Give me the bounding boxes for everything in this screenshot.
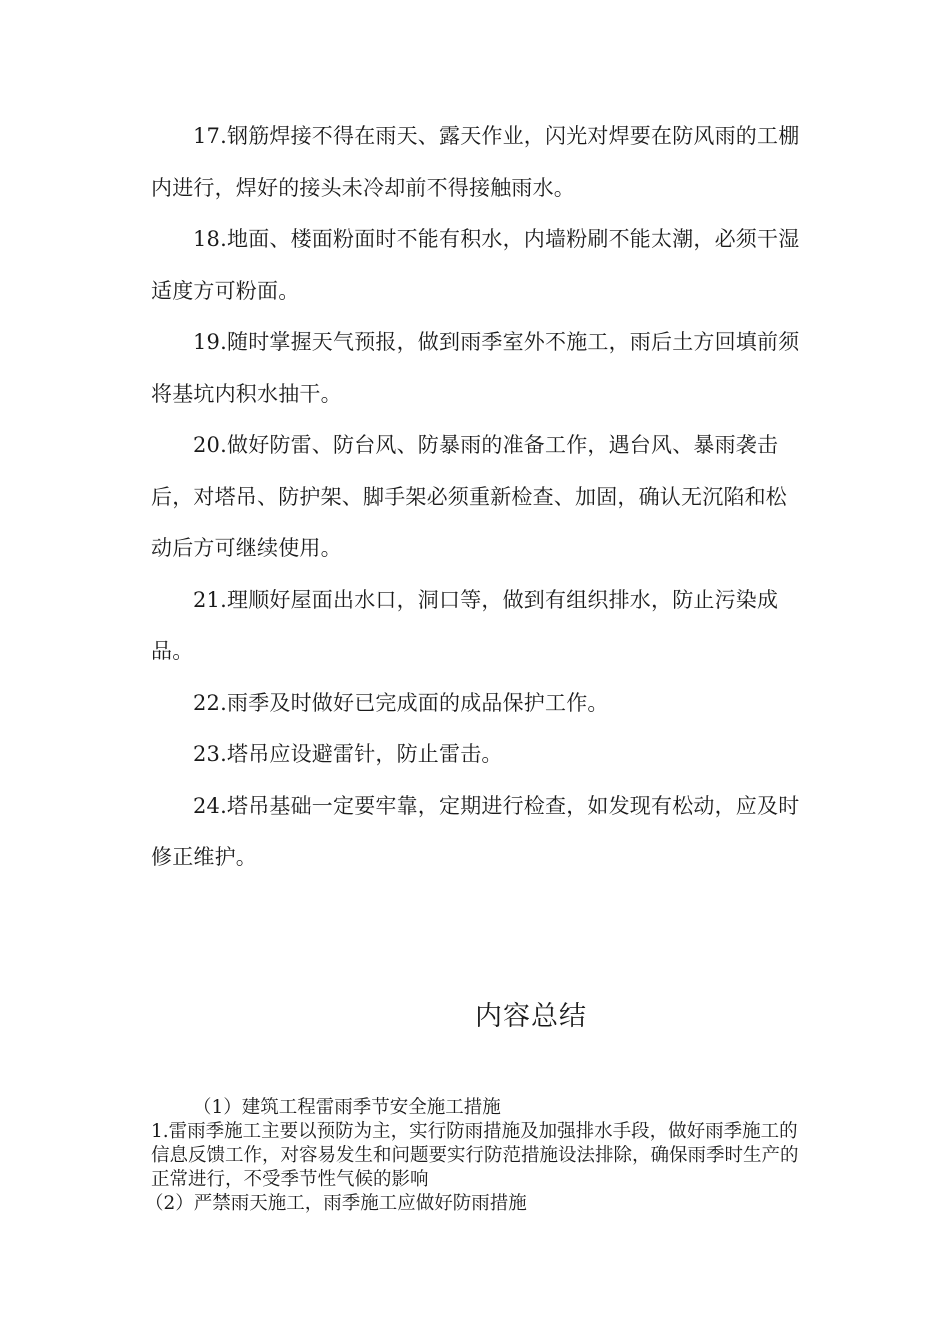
summary-heading-1: （1）建筑工程雷雨季节安全施工措施 [193,1097,501,1118]
paragraph-23: 23.塔吊应设避雷针，防止雷击。 [193,742,503,766]
paragraph-21: 21.理顺好屋面出水口，洞口等，做到有组织排水，防止污染成品。 [151,587,779,663]
paragraph-19: 19.随时掌握天气预报，做到雨季室外不施工，雨后土方回填前须将基坑内积水抽干。 [151,330,800,406]
summary-title: 内容总结 [475,1001,587,1032]
paragraph-18: 18.地面、楼面粉面时不能有积水，内墙粉刷不能太潮，必须干湿适度方可粉面。 [151,227,800,303]
paragraph-22: 22.雨季及时做好已完成面的成品保护工作。 [193,690,609,715]
paragraph-24: 24.塔吊基础一定要牢靠，定期进行检查，如发现有松动，应及时修正维护。 [151,793,800,869]
summary-body: 1.雷雨季施工主要以预防为主，实行防雨措施及加强排水手段，做好雨季施工的信息反馈工作，对容易发生和问题要实行防范措施设法排除，确保雨季时生产的正常进行，不受季节性气候的影响 [151,1121,799,1190]
document-body [151,111,803,884]
paragraph-20: 20.做好防雷、防台风、防暴雨的准备工作，遇台风、暴雨袭击后，对塔吊、防护架、脚手架必须重新检查、加固，确认无沉陷和松动后方可继续使用。 [151,433,787,560]
summary-section [145,1096,801,1216]
summary-heading-2: （2）严禁雨天施工，雨季施工应做好防雨措施 [145,1193,527,1214]
paragraph-17: 17.钢筋焊接不得在雨天、露天作业，闪光对焊要在防风雨的工棚内进行，焊好的接头未冷却前不得接触雨水。 [151,124,800,200]
